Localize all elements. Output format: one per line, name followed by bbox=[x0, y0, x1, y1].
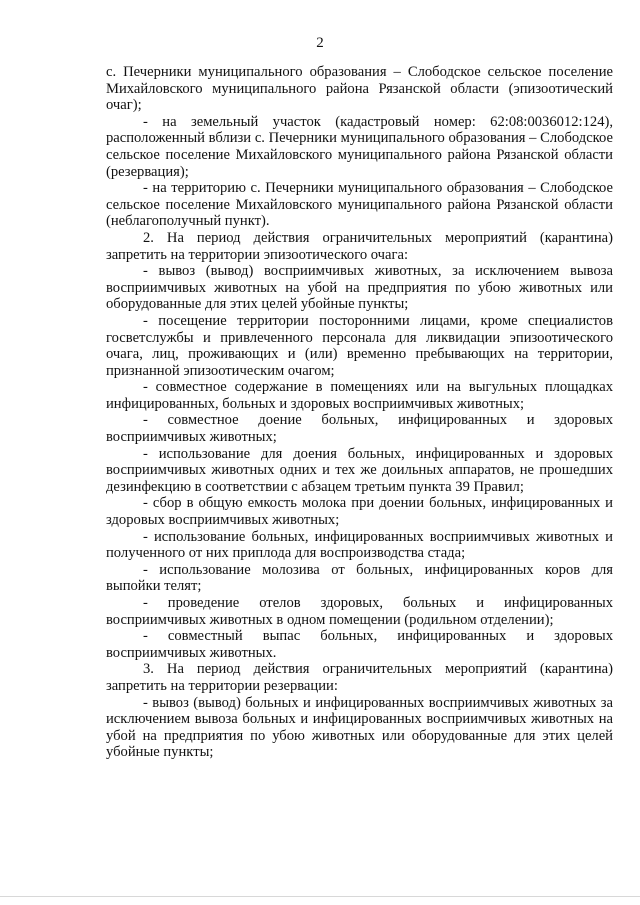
paragraph-ban-shared-machines: - использование для доения больных, инфицированных и здоровых восприимчивых животных одних и тех же доильных аппаратов, не прошедших дезинфекцию в соответствии с абзацем третьим пункта 39 Правил; bbox=[106, 445, 613, 495]
paragraph-land-plot: - на земельный участок (кадастровый номер: 62:08:0036012:124), расположенный вблизи с. Печерники муниципального образования – Слободское сельское поселение Михайловского муниципального района Рязанской области (резервация); bbox=[106, 113, 613, 180]
paragraph-ban-colostrum: - использование молозива от больных, инфицированных коров для выпойки телят; bbox=[106, 561, 613, 595]
paragraph-ban-reproduction: - использование больных, инфицированных восприимчивых животных и полученного от них приплода для воспроизводства стада; bbox=[106, 528, 613, 562]
paragraph-section-2: 2. На период действия ограничительных мероприятий (карантина) запретить на территории эпизоотического очага: bbox=[106, 229, 613, 263]
paragraph-reservation-removal: - вывоз (вывод) больных и инфицированных восприимчивых животных за исключением вывоза больных и инфицированных восприимчивых животных на убой на предприятия по убою животных или оборудованные для этих целей убойные пункты; bbox=[106, 694, 613, 761]
paragraph-ban-removal: - вывоз (вывод) восприимчивых животных, за исключением вывоза восприимчивых животных на убой на предприятия по убою животных или оборудованные для этих целей убойные пункты; bbox=[106, 263, 613, 313]
paragraph-ban-joint-keeping: - совместное содержание в помещениях или на выгульных площадках инфицированных, больных и здоровых восприимчивых животных; bbox=[106, 379, 613, 412]
paragraph-section-3: 3. На период действия ограничительных мероприятий (карантина) запретить на территории резервации: bbox=[106, 661, 613, 694]
paragraph-locality: с. Печерники муниципального образования – Слободское сельское поселение Михайловского муниципального района Рязанской области (эпизоотический очаг); bbox=[106, 64, 613, 114]
paragraph-ban-joint-milking: - совместное доение больных, инфицированных и здоровых восприимчивых животных; bbox=[106, 412, 613, 446]
document-body bbox=[106, 64, 613, 761]
page-number: 2 bbox=[316, 35, 324, 51]
paragraph-ban-grazing: - совместный выпас больных, инфицированных и здоровых восприимчивых животных. bbox=[106, 628, 613, 661]
paragraph-ban-visits: - посещение территории посторонними лицами, кроме специалистов госветслужбы и привлеченного персонала для ликвидации эпизоотического очага, лиц, проживающих и (или) временно пребывающих на территории, признанной эпизоотическим очагом; bbox=[106, 312, 613, 379]
paragraph-ban-calving: - проведение отелов здоровых, больных и инфицированных восприимчивых животных в одном помещении (родильном отделении); bbox=[106, 595, 613, 628]
paragraph-territory: - на территорию с. Печерники муниципального образования – Слободское сельское поселение Михайловского муниципального района Рязанской области (неблагополучный пункт). bbox=[106, 180, 613, 230]
paragraph-ban-milk-collection: - сбор в общую емкость молока при доении больных, инфицированных и здоровых восприимчивых животных; bbox=[106, 495, 613, 529]
page-bottom-edge bbox=[0, 896, 640, 897]
